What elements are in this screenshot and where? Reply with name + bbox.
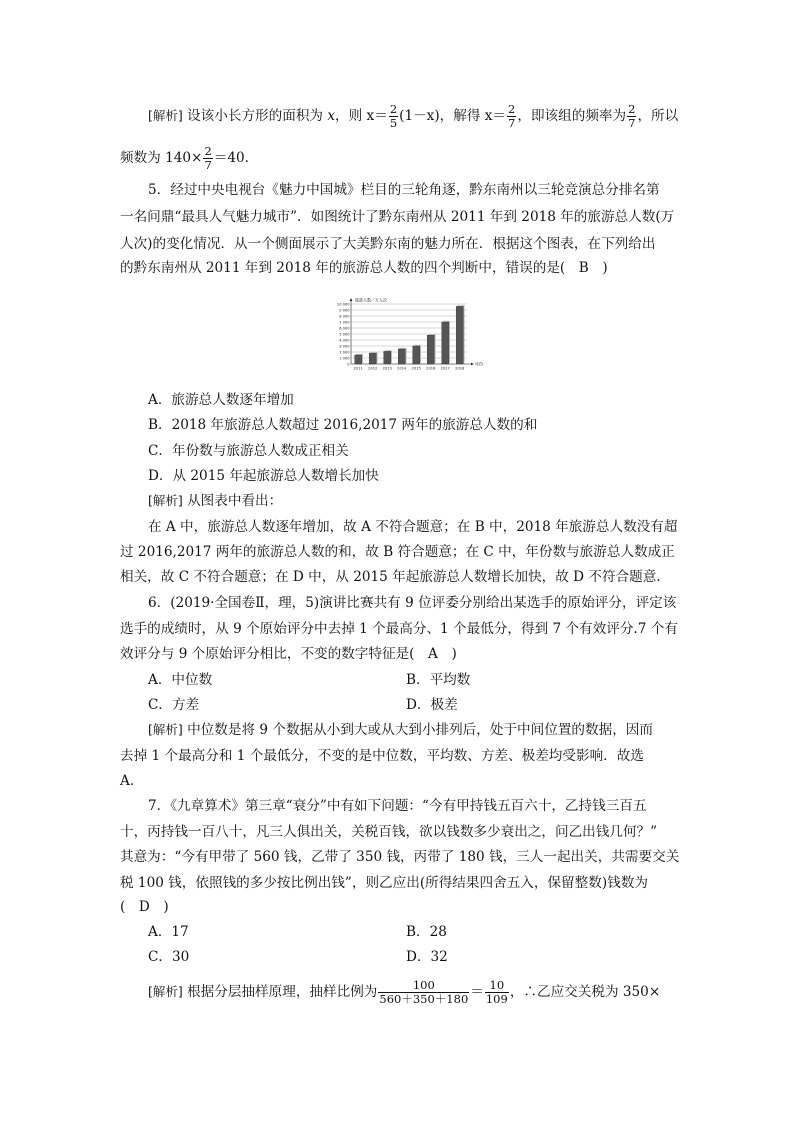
- q4-solution-line-2: 频数为 140× $\frac{2}{7}$ ＝40.: [120, 144, 249, 172]
- bar-2016: [427, 335, 434, 364]
- q7-option-d: D．32: [406, 949, 448, 965]
- q5-option-d: D．从 2015 年起旅游总人数增长加快: [148, 468, 379, 484]
- q5-option-b: B．2018 年旅游总人数超过 2016,2017 两年的旅游总人数的和: [148, 417, 538, 433]
- y-tick-label: 0: [347, 362, 350, 367]
- q6-solution-line: A.: [120, 773, 135, 789]
- y-tick-label: 7 000: [339, 320, 350, 325]
- q7-stem-line: 其意为：“今有甲带了 560 钱，乙带了 350 钱，丙带了 180 钱，三人一起出关，共需要交关: [120, 849, 680, 865]
- q6-option-a: A．中位数: [148, 672, 213, 688]
- y-tick-label: 5 000: [339, 332, 350, 337]
- bar-2013: [384, 351, 391, 364]
- q5-stem-line: 人次)的变化情况．从一个侧面展示了大美黔东南的魅力所在．根据这个图表，在下列给出: [120, 236, 656, 252]
- bar-2017: [442, 322, 449, 364]
- fraction: $\frac{2}{7}$: [204, 144, 212, 172]
- y-tick-label: 6 000: [339, 326, 350, 331]
- x-axis-arrow: [471, 363, 474, 366]
- q7-solution-line: [解析] 根据分层抽样原理，抽样比例为 $\frac{100}{560+350+180}$ ＝ $\frac{10}{109}$ ，∴乙应交关税为 350×: [148, 978, 661, 1006]
- q5-stem-line: 一名问鼎“最具人气魅力城市”．如图统计了黔东南州从 2011 年到 2018 年的旅游总人数(万: [120, 209, 675, 225]
- q6-stem-line: 6．(2019·全国卷Ⅱ，理，5)演讲比赛共有 9 位评委分别给出某选手的原始评分，评定该: [148, 595, 677, 611]
- q5-solution-line: 过 2016,2017 两年的旅游总人数的和，故 B 符合题意；在 C 中，年份数与旅游总人数成正: [120, 544, 675, 560]
- q6-solution-line: [解析] 中位数是将 9 个数据从小到大或从大到小排列后，处于中间位置的数据，因而: [148, 722, 653, 738]
- bar-2018: [456, 306, 463, 364]
- q7-option-a: A．17: [148, 924, 189, 940]
- fraction: $\frac{2}{5}$: [389, 102, 398, 130]
- q7-stem-line: 7．《九章算术》第三章“衰分”中有如下问题：“今有甲持钱五百六十，乙持钱三百五: [148, 798, 647, 814]
- solution-tag: [解析]: [148, 722, 183, 737]
- fraction: $\frac{2}{7}$: [628, 102, 636, 130]
- y-tick-label: 3 000: [339, 344, 350, 349]
- tourism-bar-chart: [331, 296, 493, 376]
- q7-stem-line: 十，丙持钱一百八十，凡三人俱出关，关税百钱，欲以钱数多少衰出之，问乙出钱几何？”: [120, 824, 658, 840]
- q6-solution-line: 去掉 1 个最高分和 1 个最低分，不变的是中位数，平均数、方差、极差均受影响．故选: [120, 748, 644, 764]
- y-axis-arrow: [350, 298, 353, 301]
- q5-stem-line: 的黔东南州从 2011 年到 2018 年的旅游总人数的四个判断中，错误的是( B ): [120, 260, 608, 276]
- solution-tag: [解析]: [148, 108, 183, 123]
- q7-option-b: B．28: [406, 924, 447, 940]
- q7-stem-line: 税 100 钱，依照钱的多少按比例出钱”，则乙应出(所得结果四舍五入，保留整数)钱数为: [120, 875, 648, 891]
- q5-solution-line: 相关，故 C 不符合题意；在 D 中，从 2015 年起旅游总人数增长加快，故 D 不符合题意．: [120, 569, 670, 585]
- y-tick-label: 1 000: [339, 356, 350, 361]
- q6-option-c: C．方差: [148, 697, 200, 713]
- q6-option-b: B．平均数: [406, 672, 471, 688]
- solution-tag: [解析]: [148, 493, 183, 508]
- q5-stem-line: 5．经过中央电视台《魅力中国城》栏目的三轮角逐，黔东南州以三轮竞演总分排名第: [148, 182, 660, 198]
- y-tick-label: 8 000: [339, 314, 350, 319]
- x-axis-label: 年份: [475, 361, 483, 367]
- fraction: $\frac{100}{560+350+180}$: [379, 978, 469, 1006]
- y-tick-label: 2 000: [339, 350, 350, 355]
- x-tick-label: 2015: [411, 366, 421, 371]
- y-tick-label: 10 000: [336, 302, 350, 307]
- y-tick-label: 9 000: [339, 308, 350, 313]
- x-tick-label: 2016: [426, 366, 436, 371]
- y-axis-label: 旅游人数／万人次: [355, 297, 387, 303]
- x-tick-label: 2013: [382, 366, 392, 371]
- x-tick-label: 2011: [353, 366, 363, 371]
- q4-solution-line-1: [解析] 设该小长方形的面积为 x，则 x＝ $\frac{2}{5}$ (1－x)，解得 x＝ $\frac{2}{7}$ ，即该组的频率为 $\frac{2}{7}$ ，所以: [148, 102, 679, 130]
- fraction: $\frac{2}{7}$: [508, 102, 516, 130]
- q5-solution-line: 在 A 中，旅游总人数逐年增加，故 A 不符合题意；在 B 中，2018 年旅游总人数没有超: [148, 519, 678, 535]
- x-tick-label: 2014: [397, 366, 407, 371]
- fraction: $\frac{10}{109}$: [485, 978, 508, 1006]
- x-tick-label: 2012: [368, 366, 378, 371]
- q6-stem-line: 效评分与 9 个原始评分相比，不变的数字特征是( A ): [120, 646, 457, 662]
- solution-tag: [解析]: [148, 984, 183, 999]
- bar-2014: [398, 349, 405, 364]
- q7-option-c: C．30: [148, 949, 190, 965]
- bar-2012: [369, 353, 376, 364]
- q6-option-d: D．极差: [406, 697, 458, 713]
- q5-option-c: C．年份数与旅游总人数成正相关: [148, 443, 349, 459]
- q6-stem-line: 选手的成绩时，从 9 个原始评分中去掉 1 个最高分、1 个最低分，得到 7 个有效评分.7 个有: [120, 621, 678, 637]
- y-tick-label: 4 000: [339, 338, 350, 343]
- x-tick-label: 2018: [455, 366, 465, 371]
- q5-option-a: A．旅游总人数逐年增加: [148, 392, 294, 408]
- bar-2011: [355, 355, 362, 364]
- x-tick-label: 2017: [440, 366, 450, 371]
- bar-2015: [413, 346, 420, 364]
- q7-stem-line: ( D ): [120, 899, 169, 915]
- q5-solution-head: [解析] 从图表中看出：: [148, 493, 283, 509]
